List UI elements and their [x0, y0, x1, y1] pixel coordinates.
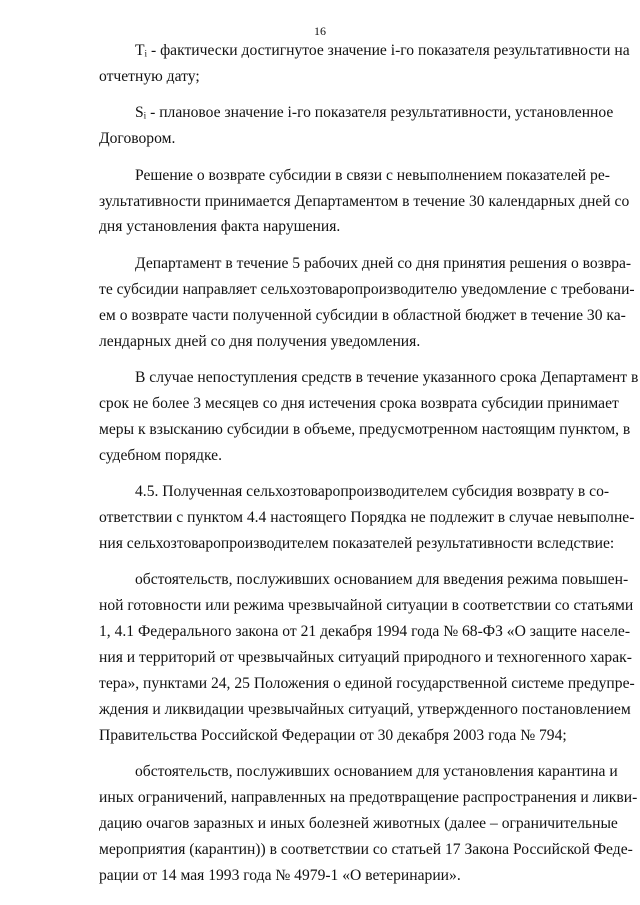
paragraph-line: ждения и ликвидации чрезвычайных ситуаций, утвержденного постановлением: [99, 700, 631, 718]
paragraph-line: Tᵢ - фактически достигнутое значение i-го показателя результативности на: [135, 42, 630, 59]
paragraph-line: В случае непоступления средств в течение указанного срока Департамент в: [135, 368, 639, 386]
paragraph-line: лендарных дней со дня получения уведомления.: [99, 332, 421, 350]
paragraph-emergency-circumstances: [99, 567, 635, 748]
paragraph-line: зультативности принимается Департаментом в течение 30 календарных дней со: [99, 192, 630, 210]
paragraph-line: тера», пунктами 24, 25 Положения о единой государственной системе предупре-: [99, 674, 635, 692]
paragraph-line: Решение о возврате субсидии в связи с невыполнением показателей ре-: [135, 166, 610, 184]
paragraph-line: ем о возврате части полученной субсидии в областной бюджет в течение 30 ка-: [99, 306, 626, 324]
paragraph-line: меры к взысканию субсидии в объеме, предусмотренном настоящим пунктом, в: [99, 420, 631, 438]
paragraph-line: те субсидии направляет сельхозтоваропроизводителю уведомление с требовани-: [99, 280, 635, 298]
paragraph-line: ной готовности или режима чрезвычайной ситуации в соответствии со статьями: [99, 597, 634, 615]
clause-line: 4.5. Полученная сельхозтоваропроизводителем субсидия возврату в со-: [135, 483, 610, 501]
paragraph-line: судебном порядке.: [99, 446, 222, 464]
paragraph-line: дня установления факта нарушения.: [99, 218, 341, 236]
paragraph-line: обстоятельств, послуживших основанием для введения режима повышен-: [135, 571, 629, 589]
paragraph-line: ния сельхозтоваропроизводителем показателей результативности вследствие:: [99, 534, 615, 552]
paragraph-line: 1, 4.1 Федерального закона от 21 декабря 1994 года № 68-ФЗ «О защите населе-: [99, 623, 631, 641]
paragraph-line: ния и территорий от чрезвычайных ситуаций природного и техногенного харак-: [99, 649, 632, 667]
paragraph-quarantine-circumstances: [99, 759, 638, 889]
paragraph-line: срок не более 3 месяцев со дня истечения срока возврата субсидии принимает: [99, 394, 619, 412]
paragraph-line: Sᵢ - плановое значение i-го показателя результативности, установленное: [135, 104, 614, 122]
paragraph-notification: [99, 251, 635, 355]
paragraph-line: Правительства Российской Федерации от 30 декабря 2003 года № 794;: [99, 726, 567, 744]
document-body: [99, 38, 639, 889]
paragraph-si-definition: [99, 100, 614, 152]
page-number: 16: [314, 24, 326, 38]
paragraph-line: иных ограничений, направленных на предотвращение распространения и ликви-: [99, 789, 638, 807]
paragraph-line: ответствии с пунктом 4.4 настоящего Порядка не подлежит в случае невыполне-: [99, 509, 635, 526]
paragraph-return-decision: [99, 163, 630, 241]
paragraph-line: мероприятия (карантин)) в соответствии со статьей 17 Закона Российской Феде-: [99, 840, 633, 858]
paragraph-line: Договором.: [99, 130, 176, 148]
paragraph-line: дацию очагов заразных и иных болезней животных (далее – ограничительные: [99, 814, 618, 832]
paragraph-line: Департамент в течение 5 рабочих дней со дня принятия решения о возвра-: [135, 254, 632, 272]
paragraph-line: обстоятельств, послуживших основанием для установления карантина и: [135, 763, 618, 781]
paragraph-clause-4-5: [99, 479, 635, 557]
paragraph-line: рации от 14 мая 1993 года № 4979-1 «О ветеринарии».: [99, 866, 461, 884]
paragraph-ti-definition: [99, 38, 630, 90]
paragraph-line: отчетную дату;: [99, 67, 200, 85]
paragraph-non-receipt: [99, 365, 639, 469]
